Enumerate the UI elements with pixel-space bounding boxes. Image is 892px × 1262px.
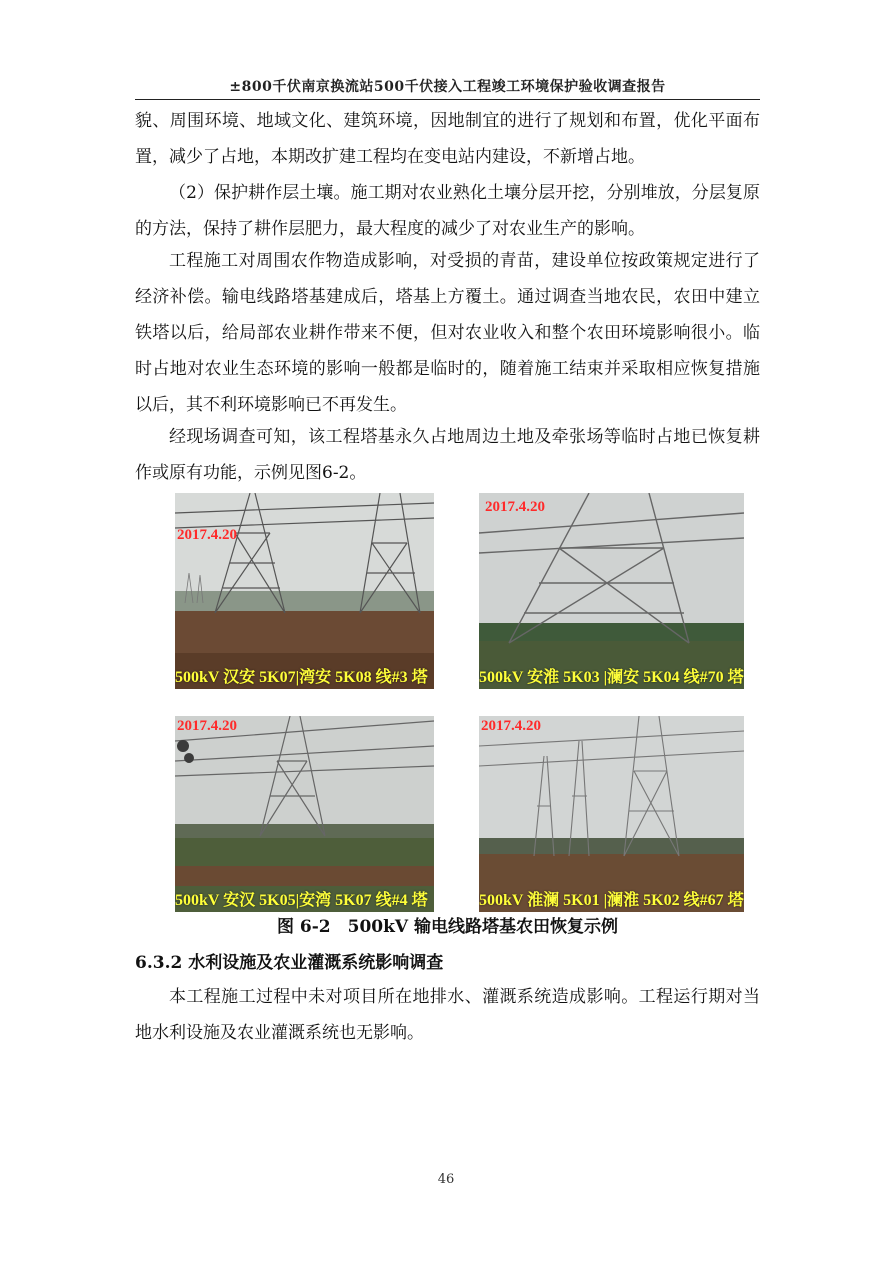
tower-photo-4 [479, 716, 744, 912]
section-body: 本工程施工过程中未对项目所在地排水、灌溉系统造成影响。工程运行期对当地水利设施及农业灌溉系统也无影响。 [135, 987, 760, 1043]
figure-caption: 图 6-2 500kV 输电线路塔基农田恢复示例 [276, 917, 618, 937]
running-header: ±800千伏南京换流站500千伏接入工程竣工环境保护验收调查报告 [229, 79, 666, 95]
tower-photo-1-image [175, 493, 434, 689]
photo-1-date-stamp: 2017.4.20 [177, 527, 237, 543]
tower-photo-3 [175, 716, 434, 912]
photo-4-date-stamp: 2017.4.20 [481, 718, 541, 734]
tower-photo-1 [175, 493, 434, 689]
paragraph-site-survey: 经现场调查可知，该工程塔基永久占地周边土地及牵张场等临时占地已恢复耕作或原有功能，示例见图6-2。 [135, 427, 760, 483]
tower-photo-2-image [479, 493, 744, 689]
section-heading: 6.3.2 水利设施及农业灌溉系统影响调查 [135, 953, 444, 973]
paragraph-protect-topsoil: （2）保护耕作层土壤。施工期对农业熟化土壤分层开挖，分别堆放，分层复原的方法，保持了耕作层肥力，最大程度的减少了对农业生产的影响。 [135, 183, 760, 239]
page-number: 46 [437, 1172, 455, 1187]
paragraph-continuation: 貌、周围环境、地域文化、建筑环境，因地制宜的进行了规划和布置，优化平面布置，减少了占地，本期改扩建工程均在变电站内建设，不新增占地。 [135, 111, 760, 167]
photo-4-caption: 500kV 淮澜 5K01 |澜淮 5K02 线#67 塔 [479, 892, 744, 909]
photo-3-date-stamp: 2017.4.20 [177, 718, 237, 734]
photo-2-date-stamp: 2017.4.20 [485, 499, 545, 515]
paragraph-crop-impact: 工程施工对周围农作物造成影响，对受损的青苗，建设单位按政策规定进行了经济补偿。输电线路塔基建成后，塔基上方覆土。通过调查当地农民，农田中建立铁塔以后，给局部农业耕作带来不便，但对农业收入和整个农田环境影响很小。临时占地对农业生态环境的影响一般都是临时的，随着施工结束并采取相应恢复措施以后，其不利环境影响已不再发生。 [135, 251, 760, 415]
tower-photo-4-image [479, 716, 744, 912]
tower-photo-3-image [175, 716, 434, 912]
header-rule [135, 99, 760, 100]
photo-1-caption: 500kV 汉安 5K07|湾安 5K08 线#3 塔 [175, 669, 428, 686]
photo-2-caption: 500kV 安淮 5K03 |澜安 5K04 线#70 塔 [479, 669, 744, 686]
tower-photo-2 [479, 493, 744, 689]
photo-3-caption: 500kV 安汉 5K05|安湾 5K07 线#4 塔 [175, 892, 428, 909]
